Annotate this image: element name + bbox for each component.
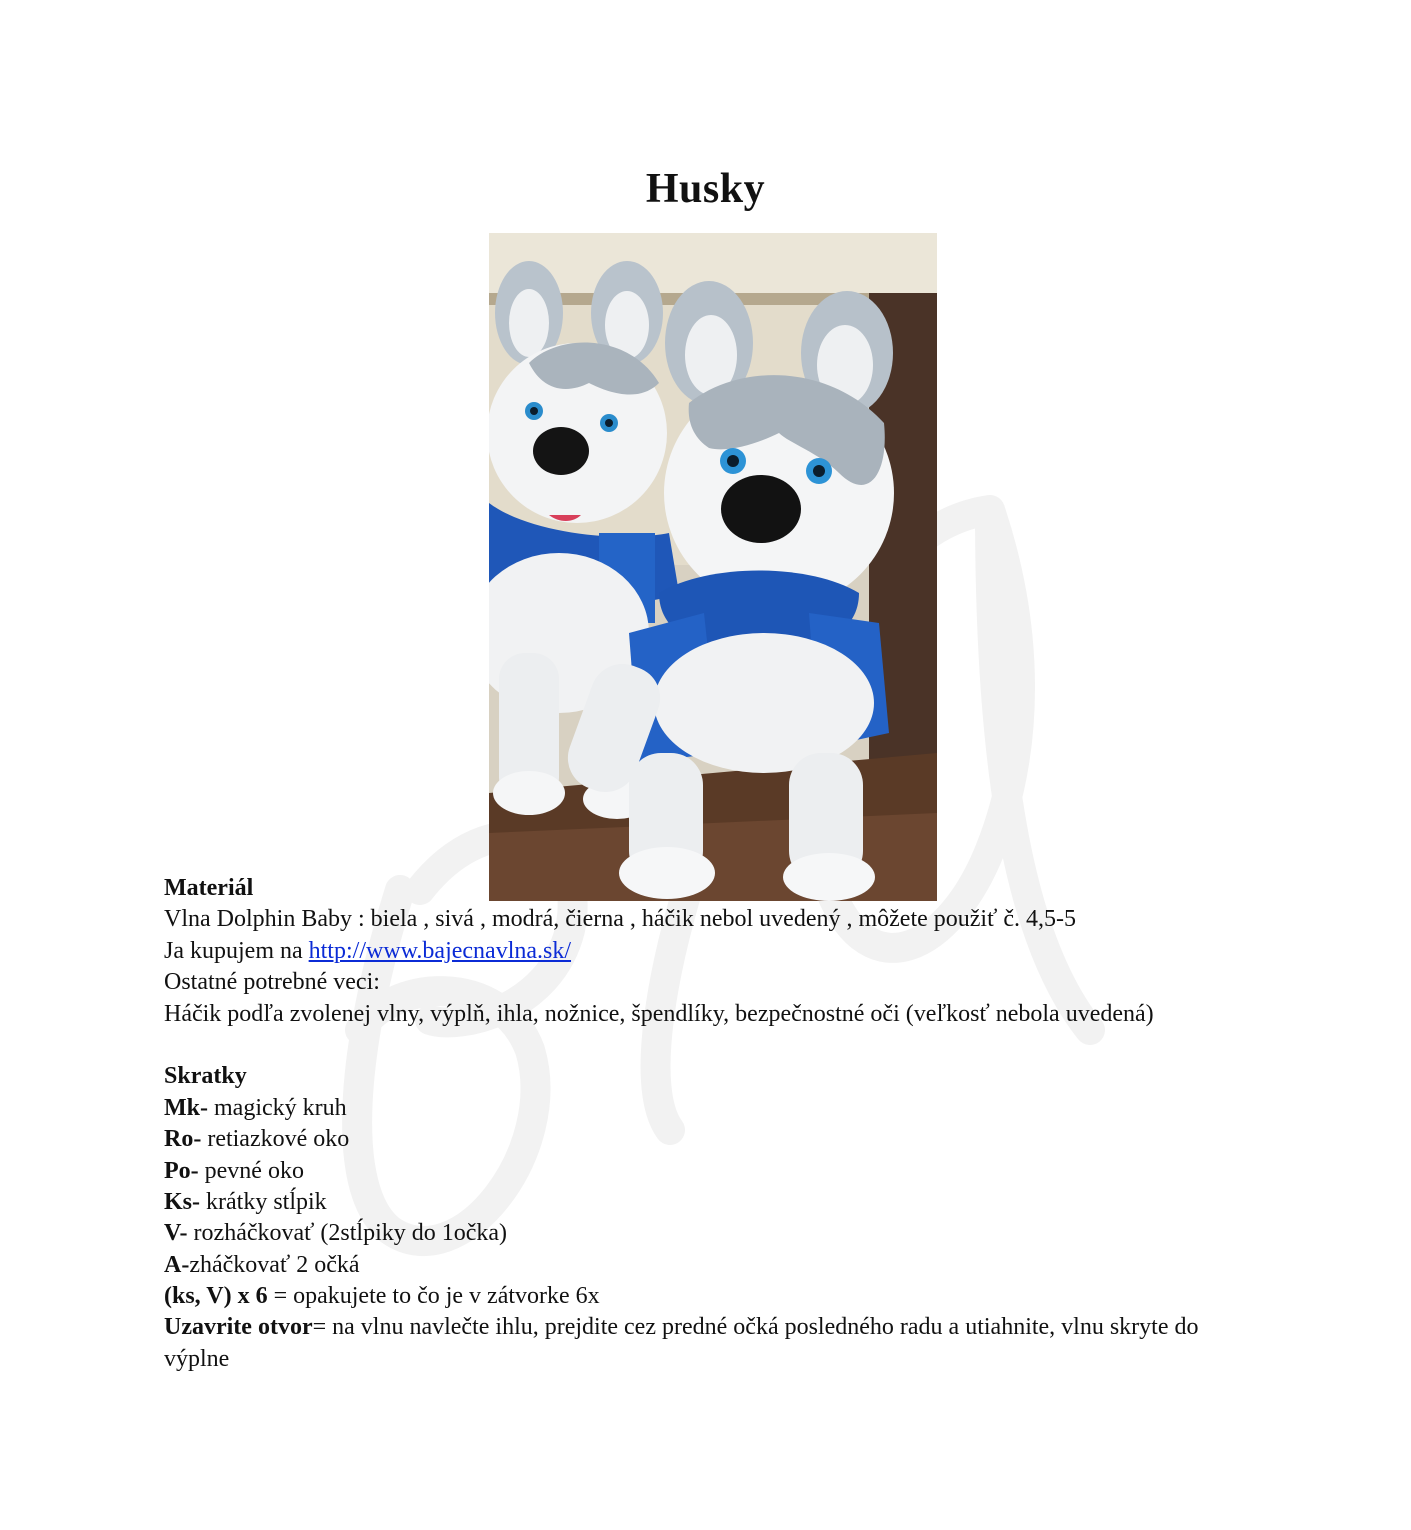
material-other-label: Ostatné potrebné veci: bbox=[164, 969, 380, 996]
material-buy: Ja kupujem na http://www.bajecnavlna.sk/ bbox=[164, 937, 572, 964]
document-body bbox=[164, 873, 1344, 1375]
abbreviation-item: (ks, V) x 6 = opakujete to čo je v zátvorke 6x bbox=[164, 1283, 600, 1310]
material-yarn: Vlna Dolphin Baby : biela , sivá , modrá, čierna , háčik nebol uvedený , môžete použiť č. 4,5-5 bbox=[164, 906, 1076, 933]
abbreviations-heading: Skratky bbox=[164, 1063, 247, 1090]
shop-link[interactable]: http://www.bajecnavlna.sk/ bbox=[308, 937, 572, 964]
husky-photo bbox=[489, 233, 937, 901]
material-heading: Materiál bbox=[164, 875, 254, 901]
abbreviation-item: A-zháčkovať 2 očká bbox=[164, 1251, 360, 1278]
abbreviation-item: Mk- magický kruh bbox=[164, 1094, 347, 1121]
page-title: Husky bbox=[645, 166, 766, 212]
abbreviation-item-close: Uzavrite otvor= na vlnu navlečte ihlu, prejdite cez predné očká posledného radu a utiahnite, vlnu skryte do výplne bbox=[164, 1314, 1199, 1372]
abbreviation-item: V- rozháčkovať (2stĺpiky do 1očka) bbox=[164, 1220, 508, 1247]
material-other-items: Háčik podľa zvolenej vlny, výplň, ihla, nožnice, špendlíky, bezpečnostné oči (veľkosť nebola uvedená) bbox=[164, 1000, 1154, 1027]
abbreviation-item: Ro- retiazkové oko bbox=[164, 1126, 350, 1153]
abbreviation-item: Ks- krátky stĺpik bbox=[164, 1188, 327, 1215]
abbreviation-item: Po- pevné oko bbox=[164, 1157, 304, 1184]
